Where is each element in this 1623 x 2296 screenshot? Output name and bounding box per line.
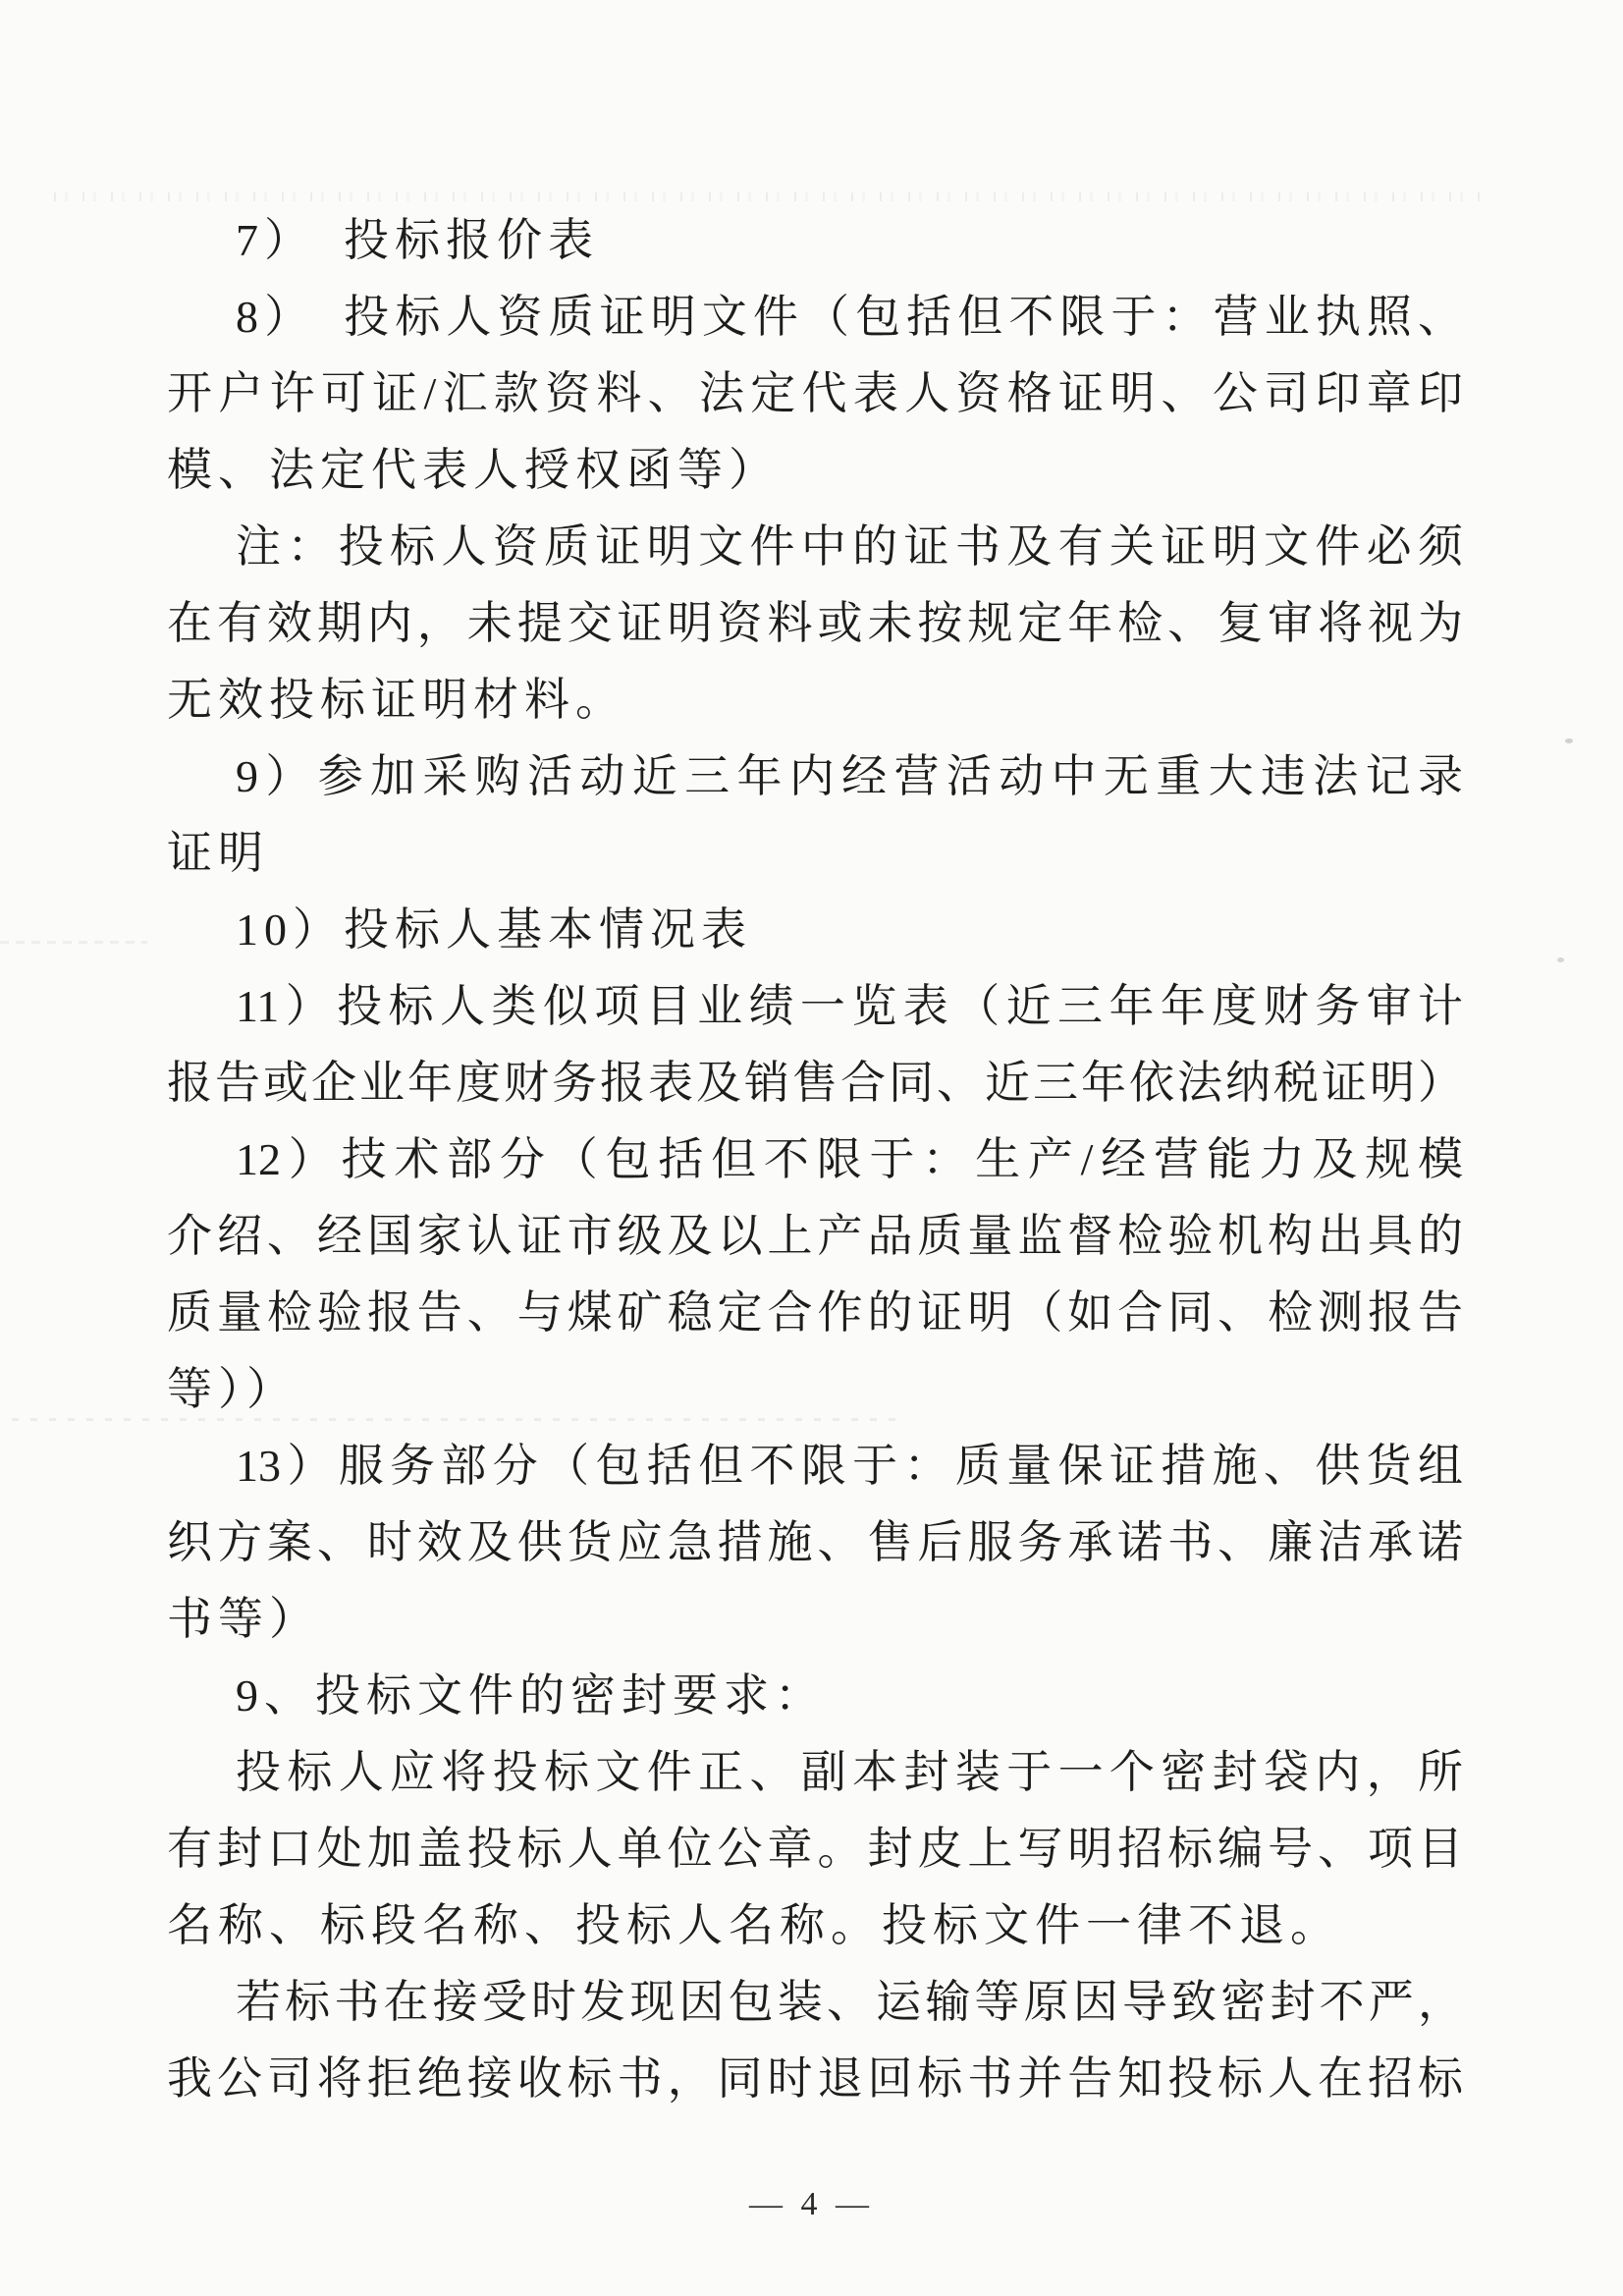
scan-artifact <box>1565 738 1573 743</box>
text-line: 7） 投标报价表 <box>236 215 599 265</box>
text-line: 12）技术部分（包括但不限于：生产/经营能力及规模 <box>236 1134 1463 1184</box>
text-line: 8） 投标人资质证明文件（包括但不限于：营业执照、 <box>236 292 1463 342</box>
scan-artifact <box>1557 957 1564 962</box>
text-line: 名称、标段名称、投标人名称。投标文件一律不退。 <box>167 1900 1341 1950</box>
scan-artifact <box>0 941 147 944</box>
text-line: 证明 <box>167 828 269 878</box>
text-line: 有封口处加盖投标人单位公章。封皮上写明招标编号、项目 <box>167 1824 1463 1874</box>
text-line: 模、法定代表人授权函等） <box>167 445 780 495</box>
text-line: 13）服务部分（包括但不限于：质量保证措施、供货组 <box>236 1441 1463 1491</box>
text-line: 开户许可证/汇款资料、法定代表人资格证明、公司印章印 <box>167 368 1463 418</box>
text-line: 若标书在接受时发现因包装、运输等原因导致密封不严， <box>236 1977 1463 2027</box>
text-line: 投标人应将投标文件正、副本封装于一个密封袋内，所 <box>236 1747 1463 1797</box>
text-line: 在有效期内，未提交证明资料或未按规定年检、复审将视为 <box>167 598 1463 648</box>
text-line: 10）投标人基本情况表 <box>236 904 752 955</box>
text-line: 我公司将拒绝接收标书，同时退回标书并告知投标人在招标 <box>167 2053 1463 2104</box>
text-line: 无效投标证明材料。 <box>167 675 626 725</box>
text-line: 书等） <box>167 1594 320 1644</box>
text-line: 注：投标人资质证明文件中的证书及有关证明文件必须 <box>236 521 1463 572</box>
text-line: 质量检验报告、与煤矿稳定合作的证明（如合同、检测报告 <box>167 1287 1463 1338</box>
page-number: — 4 — <box>749 2186 874 2222</box>
text-line: 11）投标人类似项目业绩一览表（近三年年度财务审计 <box>236 981 1463 1031</box>
text-line: 报告或企业年度财务报表及销售合同、近三年依法纳税证明） <box>167 1058 1463 1108</box>
text-line: 介绍、经国家认证市级及以上产品质量监督检验机构出具的 <box>167 1211 1463 1261</box>
text-block <box>167 202 1463 2117</box>
text-line: 织方案、时效及供货应急措施、售后服务承诺书、廉洁承诺 <box>167 1517 1463 1567</box>
scan-artifact <box>54 192 1488 201</box>
text-line: 等）） <box>167 1364 298 1414</box>
text-line: 9、投标文件的密封要求： <box>236 1670 826 1721</box>
text-line: 9）参加采购活动近三年内经营活动中无重大违法记录 <box>236 751 1463 801</box>
